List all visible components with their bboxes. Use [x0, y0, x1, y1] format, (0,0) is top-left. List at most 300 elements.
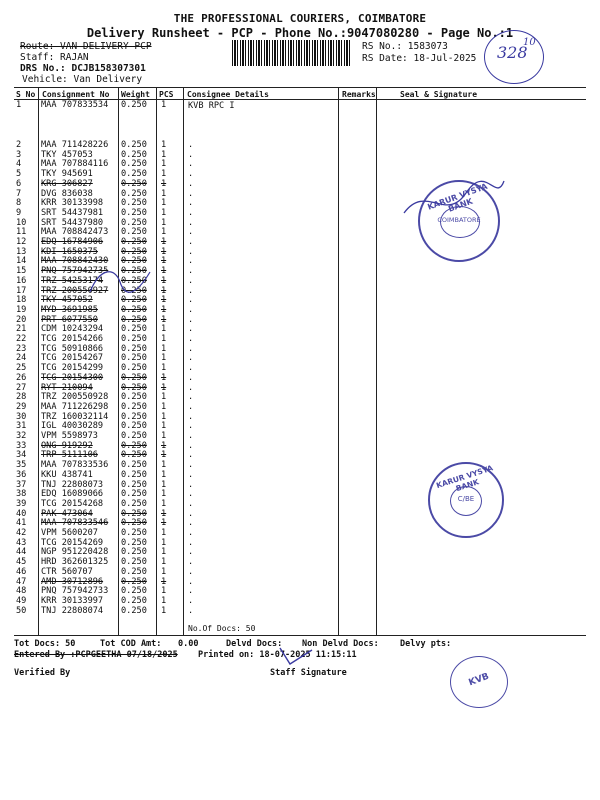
cell-pcs: 1	[161, 547, 167, 558]
rs-date: RS Date: 18-Jul-2025	[362, 53, 477, 64]
cell-con: TKY 945691	[41, 169, 93, 180]
cell-con: KRR 30133997	[41, 595, 104, 606]
cell-dot: .	[188, 140, 194, 150]
cell-dot: .	[188, 149, 194, 160]
cell-con: RYT 210094	[41, 382, 93, 393]
cell-con: CTR 560707	[41, 566, 93, 577]
cell-wt: 0.250	[121, 188, 147, 199]
cell-con: TRZ 200550928	[41, 392, 109, 403]
cell-con: SRT 54437981	[41, 207, 104, 218]
cell-pcs: 1	[161, 382, 167, 393]
cell-dot: .	[188, 440, 194, 451]
cell-sno: 13	[16, 246, 27, 257]
cell-con: MAA 711226298	[41, 401, 109, 412]
cell-con: KRR 30133998	[41, 198, 104, 209]
cell-pcs: 1	[161, 266, 167, 277]
cell-pcs: 1	[161, 275, 167, 286]
cell-pcs: 1	[161, 372, 167, 383]
cell-wt: 0.250	[121, 479, 147, 490]
cell-con: EDQ 16784906	[41, 237, 104, 247]
cell-sno: 41	[16, 518, 27, 529]
cell-con: TRZ 160032114	[41, 411, 109, 422]
cell-wt: 0.250	[121, 140, 147, 150]
runsheet-title: Delivery Runsheet - PCP - Phone No.:9047080280 - Page No.:1	[86, 26, 514, 40]
cell-pcs: 1	[161, 353, 167, 364]
cell-sno: 8	[16, 198, 22, 209]
cell-sno: 25	[16, 363, 27, 374]
cell-pcs: 1	[161, 100, 167, 110]
cell-sno: 4	[16, 159, 22, 170]
cell-pcs: 1	[161, 363, 167, 374]
cell-wt: 0.250	[121, 605, 147, 616]
header-consignment: Consignment No	[42, 90, 110, 99]
cell-sno: 39	[16, 498, 27, 509]
cell-sno: 15	[16, 266, 27, 277]
table-row	[0, 500, 600, 510]
cell-sno: 28	[16, 392, 27, 403]
table-row	[0, 374, 600, 384]
cell-pcs: 1	[161, 401, 167, 412]
cell-dot: .	[188, 431, 194, 441]
cell-pcs: 1	[161, 431, 167, 441]
cell-con: TCG 20154268	[41, 498, 104, 509]
table-row	[0, 180, 600, 190]
cell-dot: .	[188, 528, 194, 538]
cell-wt: 0.250	[121, 198, 147, 209]
header-seal: Seal & Signature	[400, 90, 478, 99]
cell-dot: .	[188, 479, 194, 490]
cell-wt: 0.250	[121, 275, 147, 286]
cell-con: KDI 1650375	[41, 246, 98, 257]
cell-wt: 0.250	[121, 557, 147, 568]
cell-sno: 30	[16, 411, 27, 422]
cell-dot: .	[188, 421, 194, 432]
cell-wt: 0.250	[121, 586, 147, 597]
cell-sno: 27	[16, 382, 27, 393]
stamp-text: KVB	[467, 671, 491, 689]
cell-pcs: 1	[161, 343, 167, 354]
cell-dot: .	[188, 586, 194, 597]
cell-pcs: 1	[161, 489, 167, 500]
cell-dot: .	[188, 324, 194, 335]
cell-dot: .	[188, 304, 194, 315]
cell-dot: .	[188, 256, 194, 267]
cell-wt: 0.250	[121, 343, 147, 354]
cell-wt: 0.250	[121, 547, 147, 558]
cell-con: PNQ 757942735	[41, 266, 109, 277]
table-bottom-rule	[14, 635, 586, 636]
cell-pcs: 1	[161, 460, 167, 471]
header-sno: S No	[16, 90, 36, 99]
cell-wt: 0.250	[121, 324, 147, 335]
cell-sno: 6	[16, 178, 22, 189]
cell-pcs: 1	[161, 528, 167, 538]
cell-dot: .	[188, 363, 194, 374]
tot-cod-amount: 0.00	[178, 639, 199, 649]
first-consignee: KVB RPC I	[188, 101, 235, 111]
cell-sno: 44	[16, 547, 27, 558]
cell-pcs: 1	[161, 557, 167, 568]
cell-dot: .	[188, 207, 194, 218]
cell-pcs: 1	[161, 198, 167, 209]
cell-sno: 1	[16, 100, 22, 110]
signature-stamp	[450, 656, 508, 708]
cell-sno: 22	[16, 334, 27, 344]
cell-con: IGL 40030289	[41, 421, 104, 432]
cell-sno: 38	[16, 489, 27, 500]
drs-number: DRS No.: DCJB158307301	[20, 63, 146, 74]
cell-con: TCG 20154267	[41, 353, 104, 364]
cell-sno: 43	[16, 537, 27, 548]
cell-sno: 12	[16, 237, 27, 247]
cell-sno: 19	[16, 304, 27, 315]
cell-wt: 0.250	[121, 237, 147, 247]
cell-wt: 0.250	[121, 353, 147, 364]
cell-con: MAA 707884116	[41, 159, 109, 170]
cell-dot: .	[188, 237, 194, 247]
header-weight: Weight	[121, 90, 150, 99]
cell-dot: .	[188, 285, 194, 296]
cell-dot: .	[188, 178, 194, 189]
route-label: Route: VAN DELIVERY PCP	[20, 41, 152, 52]
cell-pcs: 1	[161, 469, 167, 480]
table-row	[0, 306, 600, 316]
cell-pcs: 1	[161, 324, 167, 335]
rs-number: RS No.: 1583073	[362, 41, 448, 52]
cell-wt: 0.250	[121, 217, 147, 228]
cell-sno: 20	[16, 314, 27, 325]
cell-con: VPM 5600207	[41, 528, 98, 538]
cell-dot: .	[188, 392, 194, 403]
cell-wt: 0.250	[121, 421, 147, 432]
cell-dot: .	[188, 198, 194, 209]
cell-pcs: 1	[161, 207, 167, 218]
cell-dot: .	[188, 188, 194, 199]
cell-sno: 10	[16, 217, 27, 228]
printed-on: Printed on: 18-07-2025 11:15:11	[198, 650, 357, 660]
cell-con: MYD 3691985	[41, 304, 98, 315]
cell-wt: 0.250	[121, 363, 147, 374]
entered-by: Entered By :PCPGEETHA 07/18/2025	[14, 650, 178, 660]
cell-dot: .	[188, 372, 194, 383]
cell-wt: 0.250	[121, 285, 147, 296]
cell-sno: 40	[16, 508, 27, 519]
cell-dot: .	[188, 498, 194, 509]
cell-pcs: 1	[161, 334, 167, 344]
cell-sno: 33	[16, 440, 27, 451]
cell-con: VPM 5598973	[41, 431, 98, 441]
cell-con: TRP 5111106	[41, 450, 98, 461]
cell-sno: 42	[16, 528, 27, 538]
cell-dot: .	[188, 246, 194, 257]
cell-dot: .	[188, 557, 194, 568]
cell-pcs: 1	[161, 450, 167, 461]
cell-sno: 21	[16, 324, 27, 335]
tot-docs: Tot Docs: 50	[14, 639, 76, 649]
cell-pcs: 1	[161, 295, 167, 306]
table-row	[0, 209, 600, 219]
cell-pcs: 1	[161, 256, 167, 267]
cell-wt: 0.250	[121, 576, 147, 587]
cell-pcs: 1	[161, 586, 167, 597]
cell-wt: 0.250	[121, 149, 147, 160]
cell-dot: .	[188, 450, 194, 461]
cell-pcs: 1	[161, 605, 167, 616]
stamp-bank-name: KARUR VYSYA BANK	[426, 181, 489, 214]
cell-con: EDQ 16089066	[41, 489, 104, 500]
cell-dot: .	[188, 595, 194, 606]
cell-wt: 0.250	[121, 266, 147, 277]
cell-sno: 50	[16, 605, 27, 616]
cell-dot: .	[188, 217, 194, 228]
bank-stamp	[428, 462, 504, 538]
cell-dot: .	[188, 343, 194, 354]
vehicle-label: Vehicle: Van Delivery	[22, 74, 143, 85]
delvy-pts: Delvy pts:	[400, 639, 452, 649]
handwritten-circle	[484, 30, 544, 84]
cell-pcs: 1	[161, 304, 167, 315]
cell-wt: 0.250	[121, 392, 147, 403]
cell-wt: 0.250	[121, 431, 147, 441]
cell-con: KRG 306827	[41, 178, 93, 189]
barcode-image	[232, 40, 352, 66]
cell-pcs: 1	[161, 188, 167, 199]
cell-sno: 26	[16, 372, 27, 383]
cell-sno: 16	[16, 275, 27, 286]
cell-dot: .	[188, 314, 194, 325]
cell-sno: 7	[16, 188, 22, 199]
cell-sno: 14	[16, 256, 27, 267]
table-row	[0, 471, 600, 481]
cell-wt: 0.250	[121, 178, 147, 189]
stamp-bank-name: KARUR VYSYA BANK	[435, 463, 495, 494]
cell-sno: 9	[16, 207, 22, 218]
table-row	[0, 101, 600, 111]
cell-dot: .	[188, 489, 194, 500]
cell-con: MAA 707833534	[41, 100, 109, 110]
cell-wt: 0.250	[121, 450, 147, 461]
no-of-docs: No.Of Docs: 50	[188, 624, 256, 633]
cell-wt: 0.250	[121, 440, 147, 451]
cell-sno: 24	[16, 353, 27, 364]
cell-pcs: 1	[161, 149, 167, 160]
cell-dot: .	[188, 382, 194, 393]
cell-pcs: 1	[161, 237, 167, 247]
cell-con: TKY 457052	[41, 295, 93, 306]
cell-dot: .	[188, 547, 194, 558]
staff-signature: Staff Signature	[270, 668, 347, 678]
cell-sno: 2	[16, 140, 22, 150]
cell-wt: 0.250	[121, 489, 147, 500]
cell-wt: 0.250	[121, 498, 147, 509]
cell-wt: 0.250	[121, 566, 147, 577]
cell-con: HRD 362601325	[41, 557, 109, 568]
header-remarks: Remarks	[342, 90, 376, 99]
cell-dot: .	[188, 566, 194, 577]
signature-scribble-icon	[396, 173, 508, 233]
cell-sno: 17	[16, 285, 27, 296]
cell-sno: 32	[16, 431, 27, 441]
table-row	[0, 403, 600, 413]
cell-wt: 0.250	[121, 401, 147, 412]
cell-pcs: 1	[161, 159, 167, 170]
cell-dot: .	[188, 266, 194, 277]
table-row	[0, 597, 600, 607]
cell-pcs: 1	[161, 498, 167, 509]
cell-dot: .	[188, 353, 194, 364]
cell-con: NGP 951220428	[41, 547, 109, 558]
cell-sno: 37	[16, 479, 27, 490]
cell-con: AMD 30712896	[41, 576, 104, 587]
cell-con: TRZ 200550927	[41, 285, 109, 296]
cell-dot: .	[188, 169, 194, 180]
cell-sno: 48	[16, 586, 27, 597]
cell-con: TNJ 22808073	[41, 479, 104, 490]
cell-wt: 0.250	[121, 595, 147, 606]
cell-pcs: 1	[161, 566, 167, 577]
cell-dot: .	[188, 295, 194, 306]
cell-dot: .	[188, 227, 194, 238]
cell-con: TRZ 54253174	[41, 275, 104, 286]
cell-con: TKY 457053	[41, 149, 93, 160]
cell-con: TCG 20154266	[41, 334, 104, 344]
cell-sno: 35	[16, 460, 27, 471]
signature-scribble-icon	[80, 262, 160, 302]
cell-wt: 0.250	[121, 314, 147, 325]
table-row	[0, 607, 600, 617]
cell-wt: 0.250	[121, 372, 147, 383]
stamp-branch: COIMBATORE	[437, 216, 481, 224]
cell-dot: .	[188, 334, 194, 344]
cell-wt: 0.250	[121, 304, 147, 315]
stamp-branch: C/BE	[457, 495, 475, 503]
cell-sno: 31	[16, 421, 27, 432]
cell-sno: 45	[16, 557, 27, 568]
cell-wt: 0.250	[121, 246, 147, 257]
cell-wt: 0.250	[121, 159, 147, 170]
cell-pcs: 1	[161, 537, 167, 548]
cell-wt: 0.250	[121, 469, 147, 480]
cell-wt: 0.250	[121, 227, 147, 238]
cell-wt: 0.250	[121, 460, 147, 471]
cell-wt: 0.250	[121, 207, 147, 218]
cell-con: CDM 10243294	[41, 324, 104, 335]
table-row	[0, 568, 600, 578]
cell-dot: .	[188, 576, 194, 587]
cell-con: PRT 6077550	[41, 314, 98, 325]
cell-pcs: 1	[161, 518, 167, 529]
cell-sno: 18	[16, 295, 27, 306]
cell-pcs: 1	[161, 392, 167, 403]
cell-wt: 0.250	[121, 411, 147, 422]
cell-pcs: 1	[161, 285, 167, 296]
cell-dot: .	[188, 401, 194, 412]
company-title: THE PROFESSIONAL COURIERS, COIMBATORE	[173, 12, 427, 25]
cell-con: PAK 473064	[41, 508, 93, 519]
cell-con: TCG 20154269	[41, 537, 104, 548]
cell-con: SRT 54437980	[41, 217, 104, 228]
cell-sno: 11	[16, 227, 27, 238]
cell-con: TCG 20154300	[41, 372, 104, 383]
cell-sno: 23	[16, 343, 27, 354]
cell-dot: .	[188, 605, 194, 616]
cell-wt: 0.250	[121, 295, 147, 306]
cell-pcs: 1	[161, 314, 167, 325]
cell-dot: .	[188, 411, 194, 422]
header-pcs: PCS	[159, 90, 174, 99]
cell-con: DVG 836038	[41, 188, 93, 199]
handwritten-mark: 10	[523, 37, 536, 48]
non-delvd-docs: Non Delvd Docs:	[302, 639, 379, 649]
handwritten-count: 328	[497, 43, 528, 62]
tot-cod-label: Tot COD Amt:	[100, 639, 162, 649]
cell-con: MAA 708842430	[41, 256, 109, 267]
cell-sno: 34	[16, 450, 27, 461]
cell-con: MAA 708842473	[41, 227, 109, 238]
cell-pcs: 1	[161, 217, 167, 228]
cell-pcs: 1	[161, 440, 167, 451]
cell-dot: .	[188, 518, 194, 529]
cell-sno: 5	[16, 169, 22, 180]
header-consignee: Consignee Details	[187, 90, 269, 99]
cell-con: KKU 438741	[41, 469, 93, 480]
cell-sno: 3	[16, 149, 22, 160]
cell-dot: .	[188, 460, 194, 471]
cell-con: TNJ 22808074	[41, 605, 104, 616]
cell-wt: 0.250	[121, 100, 147, 110]
cell-con: MAA 711428226	[41, 140, 109, 150]
cell-dot: .	[188, 469, 194, 480]
cell-pcs: 1	[161, 421, 167, 432]
cell-pcs: 1	[161, 227, 167, 238]
cell-con: MAA 707833546	[41, 518, 109, 529]
cell-con: MAA 707833536	[41, 460, 109, 471]
cell-dot: .	[188, 159, 194, 170]
cell-pcs: 1	[161, 178, 167, 189]
cell-sno: 29	[16, 401, 27, 412]
cell-dot: .	[188, 275, 194, 286]
cell-pcs: 1	[161, 169, 167, 180]
cell-wt: 0.250	[121, 537, 147, 548]
cell-wt: 0.250	[121, 382, 147, 393]
cell-pcs: 1	[161, 508, 167, 519]
cell-wt: 0.250	[121, 169, 147, 180]
cell-wt: 0.250	[121, 528, 147, 538]
staff-label: Staff: RAJAN	[20, 52, 89, 63]
cell-pcs: 1	[161, 595, 167, 606]
cell-wt: 0.250	[121, 256, 147, 267]
cell-pcs: 1	[161, 576, 167, 587]
cell-sno: 36	[16, 469, 27, 480]
cell-con: TCG 50910866	[41, 343, 104, 354]
cell-con: PNQ 757942733	[41, 586, 109, 597]
cell-con: TCG 20154299	[41, 363, 104, 374]
cell-con: ONG 919292	[41, 440, 93, 451]
delvd-docs: Delvd Docs:	[226, 639, 283, 649]
cell-pcs: 1	[161, 246, 167, 257]
cell-sno: 47	[16, 576, 27, 587]
cell-wt: 0.250	[121, 508, 147, 519]
verified-by: Verified By	[14, 668, 71, 678]
cell-dot: .	[188, 508, 194, 519]
cell-pcs: 1	[161, 140, 167, 150]
cell-dot: .	[188, 537, 194, 548]
signature-mark-icon	[276, 644, 316, 670]
cell-sno: 46	[16, 566, 27, 577]
cell-pcs: 1	[161, 411, 167, 422]
cell-sno: 49	[16, 595, 27, 606]
cell-pcs: 1	[161, 479, 167, 490]
